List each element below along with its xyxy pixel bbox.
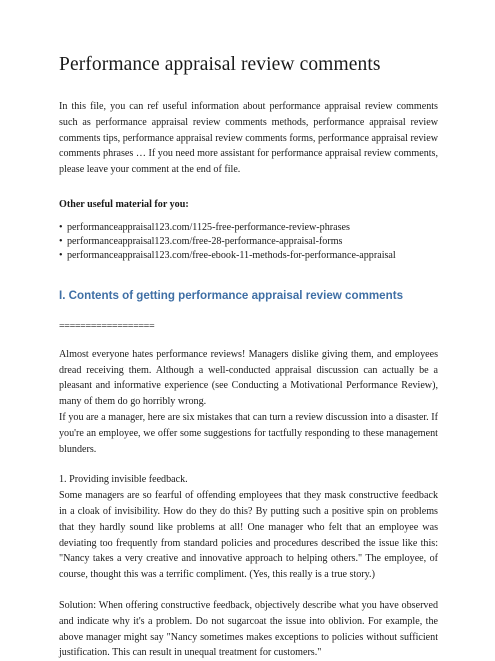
list-item xyxy=(59,235,438,249)
page-title: Performance appraisal review comments xyxy=(59,54,381,75)
body-paragraph: If you are a manager, here are six mistakes that can turn a review discussion into a disaster. If you're an employee, we offer some suggestions for tactfully responding to these management blunders. xyxy=(59,411,438,455)
bullet-icon: • xyxy=(59,249,63,261)
list-item xyxy=(59,249,438,263)
body-paragraph: Almost everyone hates performance reviews! Managers dislike giving them, and employees dread receiving them. Although a well-conducted appraisal discussion can actually be a pleasant and informative experience (see Conducting a Motivational Performance Review), many of them do go horribly wrong. xyxy=(59,348,438,408)
material-link[interactable]: performanceappraisal123.com/free-ebook-11-methods-for-performance-appraisal xyxy=(67,249,396,261)
intro-paragraph: In this file, you can ref useful information about performance appraisal review comments such as performance appraisal review comments methods, performance appraisal review comments tips, performance appraisal review comments forms, performance appraisal review comments phrases … If you need more assistant for performance appraisal review comments, please leave your comment at the end of file. xyxy=(59,101,438,176)
bullet-icon: • xyxy=(59,235,63,247)
point-body: Some managers are so fearful of offending employees that they mask constructive feedback in a cloak of invisibility. How do they do this? By putting such a positive spin on problems that they hardly sound like problems at all! One manager who felt that an employee was deviating too frequently from standard policies and procedures described the issue like this: "Nancy takes a very creative and innovative approach to helping others." The employee, of course, thought this was a terrific compliment. (Yes, this really is a true story.) xyxy=(59,490,438,581)
list-item xyxy=(59,221,438,235)
other-material-heading: Other useful material for you: xyxy=(59,198,189,210)
section-heading: I. Contents of getting performance appraisal review comments xyxy=(59,288,404,302)
material-link[interactable]: performanceappraisal123.com/1125-free-performance-review-phrases xyxy=(67,221,350,233)
separator-line: ================== xyxy=(59,320,155,332)
material-link[interactable]: performanceappraisal123.com/free-28-performance-appraisal-forms xyxy=(67,235,343,247)
material-link-list xyxy=(59,221,438,263)
point-title: 1. Providing invisible feedback. xyxy=(59,474,188,486)
solution-paragraph: Solution: When offering constructive feedback, objectively describe what you have observed and indicate why it's a problem. Do not sugarcoat the issue into oblivion. For example, the above manager might say "Nancy sometimes makes exceptions to policies without sufficient justification. This can result in unequal treatment for customers." xyxy=(59,599,438,659)
bullet-icon: • xyxy=(59,221,63,233)
